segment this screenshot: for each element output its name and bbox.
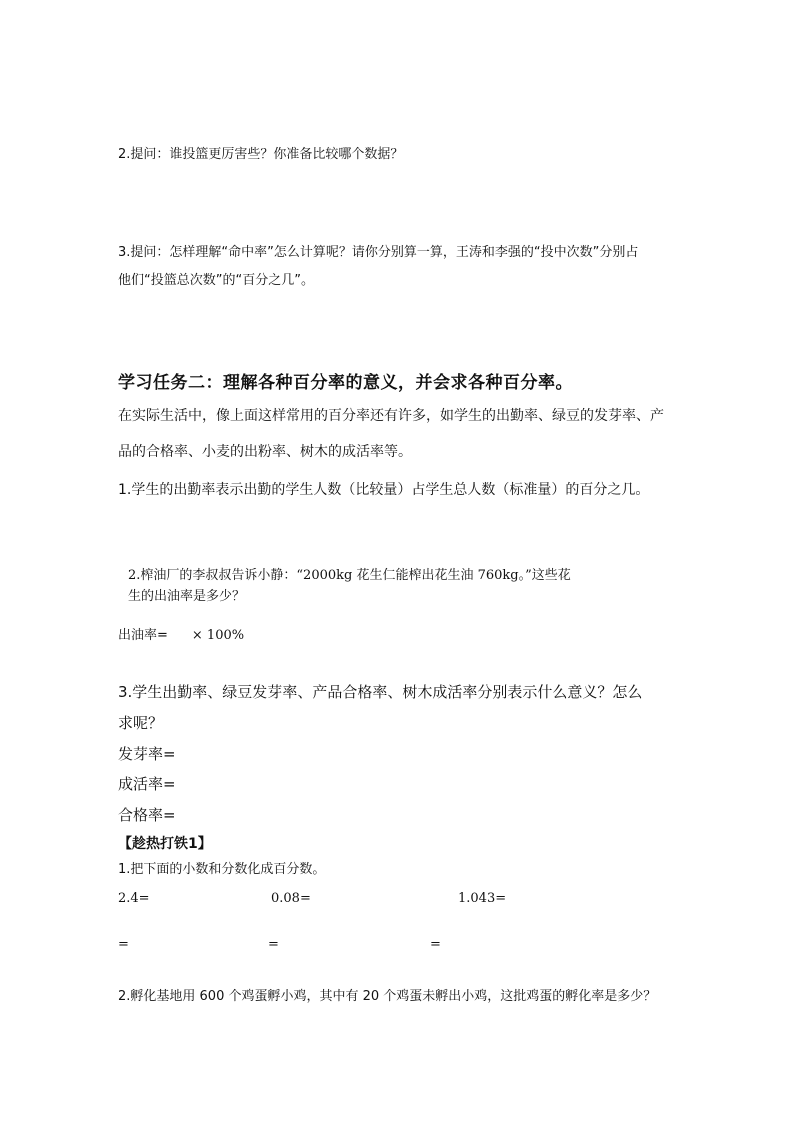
practice-question-2: 2.孵化基地用 600 个鸡蛋孵小鸡，其中有 20 个鸡蛋未孵出小鸡，这批鸡蛋的孵化率是多少？	[118, 989, 657, 1004]
qualified-rate: 合格率=	[118, 806, 176, 824]
conversion-item: 0.08=	[271, 891, 311, 906]
task-2-item-2-line-1: 2.榨油厂的李叔叔告诉小静：“2000kg 花生仁能榨出花生油 760kg。”这些花	[128, 568, 571, 583]
conversion-item: 1.043=	[458, 891, 507, 906]
task-2-item-3-line-2: 求呢？	[118, 714, 164, 732]
question-3-line-2: 他们“投篮总次数”的“百分之几”。	[118, 273, 314, 288]
task-2-item-1: 1.学生的出勤率表示出勤的学生人数（比较量）占学生总人数（标准量）的百分之几。	[118, 482, 650, 498]
task-2-intro-line-1: 在实际生活中，像上面这样常用的百分率还有许多，如学生的出勤率、绿豆的发芽率、产	[118, 408, 664, 424]
oil-rate-row	[118, 628, 244, 644]
question-3-line-1: 3.提问：怎样理解“命中率”怎么计算呢？请你分别算一算，王涛和李强的“投中次数”分别占	[118, 245, 639, 260]
germination-rate: 发芽率=	[118, 745, 176, 763]
conversion-blank: =	[268, 937, 279, 952]
conversion-blank: =	[118, 937, 129, 952]
survival-rate: 成活率=	[118, 775, 176, 793]
practice-title: 【趁热打铁1】	[118, 836, 212, 852]
oil-rate-formula: × 100%	[191, 628, 245, 643]
task-2-item-3-line-1: 3.学生出勤率、绿豆发芽率、产品合格率、树木成活率分别表示什么意义？怎么	[118, 683, 643, 701]
practice-question-1: 1.把下面的小数和分数化成百分数。	[118, 862, 326, 877]
task-2-item-2-line-2: 生的出油率是多少？	[128, 589, 246, 604]
question-2: 2.提问：谁投篮更厉害些？你准备比较哪个数据？	[118, 147, 404, 162]
task-2-intro-line-2: 品的合格率、小麦的出粉率、树木的成活率等。	[118, 444, 412, 460]
task-2-heading: 学习任务二：理解各种百分率的意义，并会求各种百分率。	[118, 373, 573, 393]
conversion-item: 2.4=	[118, 891, 150, 906]
oil-rate-label: 出油率=	[118, 628, 168, 643]
conversion-blank: =	[430, 937, 441, 952]
